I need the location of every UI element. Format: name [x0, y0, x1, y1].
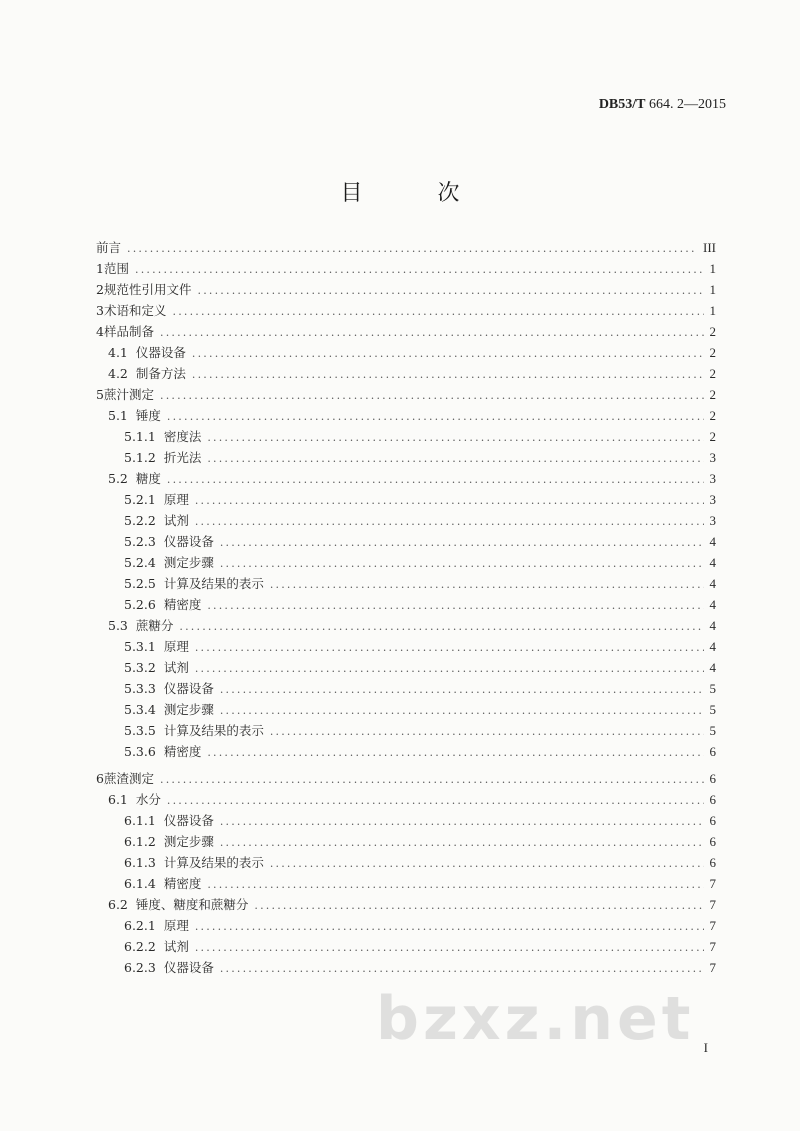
- toc-entry-page: 4: [709, 555, 716, 570]
- toc-entry[interactable]: [96, 790, 716, 811]
- toc-entry[interactable]: 3 术语和定义 ..... 1: [96, 301, 716, 322]
- toc-entry-number: 6.1.4: [124, 876, 156, 891]
- toc-entry-label: 测定步骤: [163, 702, 214, 717]
- toc-entry[interactable]: [96, 874, 716, 895]
- toc-entry-page: 1: [709, 282, 716, 297]
- toc-entry[interactable]: [96, 811, 716, 832]
- toc-leader-dots: [192, 368, 704, 381]
- toc-entry-label: 前言: [96, 240, 122, 255]
- toc-entry[interactable]: [96, 343, 716, 364]
- toc-entry-number: 4.1: [108, 345, 128, 360]
- toc-entry[interactable]: [96, 853, 716, 874]
- toc-entry[interactable]: [96, 937, 716, 958]
- toc-entry-label: 规范性引用文件: [104, 282, 192, 297]
- toc-entry-label: 测定步骤: [163, 834, 214, 849]
- toc-entry-page: III: [703, 240, 716, 255]
- toc-entry-number: 5.2.4: [124, 555, 156, 570]
- toc-entry-page: 6: [709, 813, 716, 828]
- toc-leader-dots: [220, 683, 704, 696]
- toc-entry-label: 蔗糖分: [135, 618, 174, 633]
- toc-leader-dots: [167, 473, 704, 486]
- toc-entry-number: 5.3.6: [124, 744, 156, 759]
- toc-entry-number: 6.1.2: [124, 834, 156, 849]
- toc-leader-dots: [220, 557, 704, 570]
- toc-entry[interactable]: [96, 406, 716, 427]
- toc-leader-dots: [160, 389, 703, 402]
- toc-entry-page: 7: [709, 939, 716, 954]
- toc-entry-label: 仪器设备: [163, 960, 214, 975]
- toc-entry-label: 计算及结果的表示: [163, 576, 264, 591]
- toc-entry-page: 4: [709, 576, 716, 591]
- toc-entry-page: 7: [709, 897, 716, 912]
- toc-entry-label: 蔗汁测定: [104, 387, 155, 402]
- toc-entry-label: 糖度: [135, 471, 161, 486]
- toc-entry-page: 2: [709, 387, 716, 402]
- toc-leader-dots: [220, 704, 704, 717]
- toc-leader-dots: [270, 857, 704, 870]
- toc-entry-page: 2: [709, 324, 716, 339]
- toc-entry[interactable]: [96, 574, 716, 595]
- toc-entry-number: 5.2.6: [124, 597, 156, 612]
- toc-entry-label: 密度法: [163, 429, 202, 444]
- toc-entry-page: 6: [709, 771, 716, 786]
- toc-entry-label: 仪器设备: [163, 681, 214, 696]
- toc-entry-number: 5.3.3: [124, 681, 156, 696]
- toc-entry[interactable]: [96, 532, 716, 553]
- toc-entry[interactable]: [96, 679, 716, 700]
- toc-leader-dots: [220, 962, 704, 975]
- toc-leader-dots: [195, 515, 704, 528]
- toc-entry-number: 5.1.1: [124, 429, 156, 444]
- toc-leader-dots: [220, 815, 704, 828]
- toc-entry-number: 6.2: [108, 897, 128, 912]
- page-title: 目 次: [340, 181, 494, 206]
- toc-entry-page: 4: [709, 639, 716, 654]
- toc-leader-dots: [160, 773, 703, 786]
- toc-entry-page: 2: [709, 429, 716, 444]
- toc-entry-label: 水分: [135, 792, 161, 807]
- toc-entry-page: 7: [709, 918, 716, 933]
- toc-entry-label: 试剂: [163, 939, 189, 954]
- toc-entry-label: 折光法: [163, 450, 202, 465]
- toc-entry[interactable]: [96, 490, 716, 511]
- toc-leader-dots: [160, 326, 703, 339]
- toc-entry-number: 5.1.2: [124, 450, 156, 465]
- toc-entry[interactable]: 2 规范性引用文件 ..... 1: [96, 280, 716, 301]
- toc-entry-page: 3: [709, 492, 716, 507]
- toc-entry-number: 5.3: [108, 618, 128, 633]
- toc-leader-dots: [270, 578, 704, 591]
- toc-entry-label: 计算及结果的表示: [163, 723, 264, 738]
- toc-leader-dots: [167, 794, 704, 807]
- toc-entry[interactable]: [96, 595, 716, 616]
- toc-entry-label: 试剂: [163, 513, 189, 528]
- toc-leader-dots: [207, 431, 703, 444]
- toc-entry[interactable]: [96, 364, 716, 385]
- toc-entry[interactable]: [96, 637, 716, 658]
- toc-entry-page: 3: [709, 450, 716, 465]
- toc-entry[interactable]: 1 范围 ..... 1: [96, 259, 716, 280]
- toc-entry-label: 仪器设备: [135, 345, 186, 360]
- document-code-prefix: DB53/T: [598, 97, 646, 112]
- toc-entry-page: 2: [709, 345, 716, 360]
- toc-leader-dots: [207, 878, 703, 891]
- toc-entry-number: 5.2.1: [124, 492, 156, 507]
- toc-entry-number: 4.2: [108, 366, 128, 381]
- toc-leader-dots: [198, 284, 704, 297]
- toc-leader-dots: [207, 599, 703, 612]
- toc-leader-dots: [192, 347, 704, 360]
- toc-entry[interactable]: 4 样品制备 ..... 2: [96, 322, 716, 343]
- toc-leader-dots: [207, 746, 703, 759]
- toc-leader-dots: [195, 494, 704, 507]
- toc-leader-dots: [135, 263, 703, 276]
- toc-leader-dots: [195, 662, 704, 675]
- toc-entry-label: 精密度: [163, 876, 202, 891]
- toc-entry-label: 精密度: [163, 597, 202, 612]
- toc-leader-dots: [167, 410, 704, 423]
- toc-leader-dots: [270, 725, 704, 738]
- toc-entry-label: 计算及结果的表示: [163, 855, 264, 870]
- toc-entry-label: 蔗渣测定: [104, 771, 155, 786]
- toc-entry[interactable]: [96, 916, 716, 937]
- toc-entry-label: 锤度: [135, 408, 161, 423]
- document-code: [599, 97, 726, 113]
- toc-leader-dots: [173, 305, 704, 318]
- toc-entry[interactable]: [96, 616, 716, 637]
- toc-entry[interactable]: 6 蔗渣测定 ..... 6: [96, 769, 716, 790]
- toc-leader-dots: [254, 899, 703, 912]
- toc-entry-number: 5.2.2: [124, 513, 156, 528]
- toc-entry-page: 6: [709, 855, 716, 870]
- toc-entry-page: 1: [709, 303, 716, 318]
- toc-entry-page: 4: [709, 534, 716, 549]
- toc-entry-label: 仪器设备: [163, 813, 214, 828]
- toc-leader-dots: [220, 536, 704, 549]
- toc-entry-page: 6: [709, 834, 716, 849]
- toc-entry[interactable]: [96, 742, 716, 763]
- toc-entry-label: 测定步骤: [163, 555, 214, 570]
- toc-leader-dots: [220, 836, 704, 849]
- document-code-number: 664. 2—2015: [645, 97, 726, 112]
- toc-entry-number: 5.3.1: [124, 639, 156, 654]
- toc-entry-label: 样品制备: [104, 324, 155, 339]
- toc-entry-page: 2: [709, 366, 716, 381]
- toc-entry-page: 5: [709, 723, 716, 738]
- page-number: I: [703, 1040, 708, 1055]
- toc-leader-dots: [195, 920, 704, 933]
- toc-entry-number: 5.3.5: [124, 723, 156, 738]
- toc-entry[interactable]: [96, 553, 716, 574]
- toc-entry-number: 5.3.2: [124, 660, 156, 675]
- toc-entry[interactable]: [96, 895, 716, 916]
- toc-entry[interactable]: [96, 469, 716, 490]
- toc-entry-page: 7: [709, 960, 716, 975]
- toc-entry-label: 精密度: [163, 744, 202, 759]
- toc-entry-page: 1: [709, 261, 716, 276]
- toc-entry[interactable]: [96, 511, 716, 532]
- toc-entry-page: 5: [709, 702, 716, 717]
- toc-entry-page: 5: [709, 681, 716, 696]
- toc-entry[interactable]: [96, 427, 716, 448]
- toc-entry-label: 锤度、糖度和蔗糖分: [135, 897, 249, 912]
- toc-entry-number: 5.3.4: [124, 702, 156, 717]
- toc-leader-dots: [195, 641, 704, 654]
- toc-entry-page: 2: [709, 408, 716, 423]
- toc-entry-page: 3: [709, 471, 716, 486]
- toc-entry[interactable]: [96, 700, 716, 721]
- toc-leader-dots: [127, 242, 697, 255]
- toc-entry-number: 5.1: [108, 408, 128, 423]
- toc-entry-label: 原理: [163, 918, 189, 933]
- toc-entry-page: 7: [709, 876, 716, 891]
- toc-entry-page: 3: [709, 513, 716, 528]
- toc-entry-label: 原理: [163, 639, 189, 654]
- toc-entry[interactable]: 5 蔗汁测定 ..... 2: [96, 385, 716, 406]
- toc-entry-number: 6.2.2: [124, 939, 156, 954]
- table-of-contents: [96, 238, 716, 979]
- toc-leader-dots: [207, 452, 703, 465]
- toc-entry-label: 制备方法: [135, 366, 186, 381]
- toc-entry[interactable]: [96, 448, 716, 469]
- toc-entry-label: 范围: [104, 261, 130, 276]
- toc-entry-number: 5.2.5: [124, 576, 156, 591]
- toc-entry-page: 6: [709, 744, 716, 759]
- toc-entry[interactable]: [96, 238, 716, 259]
- toc-entry-page: 4: [709, 618, 716, 633]
- toc-entry-label: 仪器设备: [163, 534, 214, 549]
- toc-leader-dots: [179, 620, 703, 633]
- toc-entry-number: 5.2.3: [124, 534, 156, 549]
- toc-leader-dots: [195, 941, 704, 954]
- toc-entry-label: 原理: [163, 492, 189, 507]
- toc-entry[interactable]: [96, 721, 716, 742]
- toc-entry-number: 5.2: [108, 471, 128, 486]
- toc-entry[interactable]: [96, 658, 716, 679]
- toc-entry-page: 6: [709, 792, 716, 807]
- toc-entry-number: 6.1.1: [124, 813, 156, 828]
- toc-entry[interactable]: [96, 958, 716, 979]
- toc-entry-page: 4: [709, 660, 716, 675]
- toc-entry-number: 6.1: [108, 792, 128, 807]
- toc-entry-page: 4: [709, 597, 716, 612]
- toc-entry-label: 试剂: [163, 660, 189, 675]
- toc-entry-number: 6.2.1: [124, 918, 156, 933]
- watermark: bzxz.net: [376, 984, 695, 1054]
- toc-entry[interactable]: [96, 832, 716, 853]
- toc-entry-number: 6.2.3: [124, 960, 156, 975]
- toc-entry-number: 6.1.3: [124, 855, 156, 870]
- toc-entry-label: 术语和定义: [104, 303, 167, 318]
